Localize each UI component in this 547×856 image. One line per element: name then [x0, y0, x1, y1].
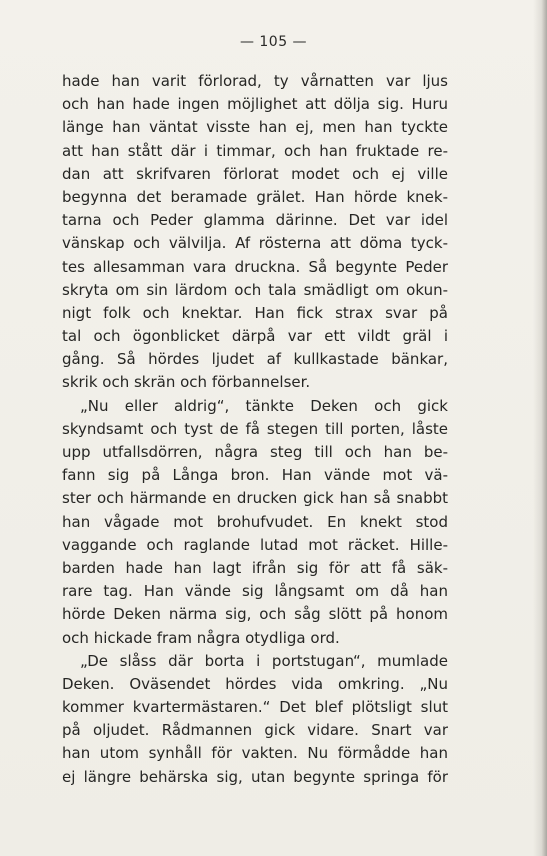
text-line: „De slåss där borta i portstugan“, mumlade	[80, 651, 448, 670]
text-line: barden hade han lagt ifrån sig för att få säk-	[62, 558, 448, 577]
text-line: skrik och skrän och förbannelser.	[62, 373, 311, 392]
text-line: skryta om sin lärdom och tala smädligt om okun-	[62, 280, 448, 299]
text-line: länge han väntat visste han ej, men han tyckte	[62, 118, 448, 137]
body-text	[62, 70, 448, 789]
text-line: att han stått där i timmar, och han fruktade re-	[62, 141, 448, 160]
text-line: han vågade mot brohufvudet. En knekt stod	[62, 512, 448, 531]
text-line: Deken. Oväsendet hördes vida omkring. „Nu	[62, 674, 448, 693]
text-line: hörde Deken närma sig, och såg slött på honom	[62, 605, 448, 624]
text-line: ej längre behärska sig, utan begynte springa för	[62, 767, 448, 786]
text-line: tes allesamman vara druckna. Så begynte Peder	[62, 257, 448, 276]
text-line: hade han varit förlorad, ty vårnatten var ljus	[62, 72, 448, 90]
text-line: gång. Så hördes ljudet af kullkastade bänkar,	[62, 350, 448, 369]
page-edge-shadow	[533, 0, 547, 856]
text-line: rare tag. Han vände sig långsamt om då han	[62, 582, 448, 601]
text-line: skyndsamt och tyst de få stegen till porten, låste	[62, 419, 448, 438]
text-line: tarna och Peder glamma därinne. Det var idel	[62, 211, 448, 230]
text-line: ster och härmande en drucken gick han så snabbt	[62, 489, 448, 508]
text-line: och han hade ingen möjlighet att dölja sig. Huru	[62, 95, 448, 114]
text-line: dan att skrifvaren förlorat modet och ej ville	[62, 164, 448, 183]
text-line: upp utfallsdörren, några steg till och han be-	[62, 443, 448, 461]
text-line: vaggande och raglande lutad mot räcket. Hille-	[62, 535, 448, 554]
text-line: på oljudet. Rådmannen gick vidare. Snart var	[62, 721, 448, 740]
text-line: och hickade fram några otydliga ord.	[62, 628, 340, 647]
text-line: han utom synhåll för vakten. Nu förmådde han	[62, 744, 448, 763]
text-line: „Nu eller aldrig“, tänkte Deken och gick	[80, 396, 448, 415]
text-line: vänskap och välvilja. Af rösterna att döma tyck-	[62, 234, 448, 253]
text-line: begynna det beramade grälet. Han hörde knek-	[62, 187, 448, 206]
text-line: tal och ögonblicket därpå var ett vildt gräl i	[62, 327, 448, 346]
page-number: — 105 —	[239, 34, 308, 50]
text-line: nigt folk och knektar. Han fick strax svar på	[62, 303, 448, 322]
text-line: fann sig på Långa bron. Han vände mot vä-	[62, 466, 448, 485]
text-line: kommer kvartermästaren.“ Det blef plötsligt slut	[62, 698, 448, 717]
